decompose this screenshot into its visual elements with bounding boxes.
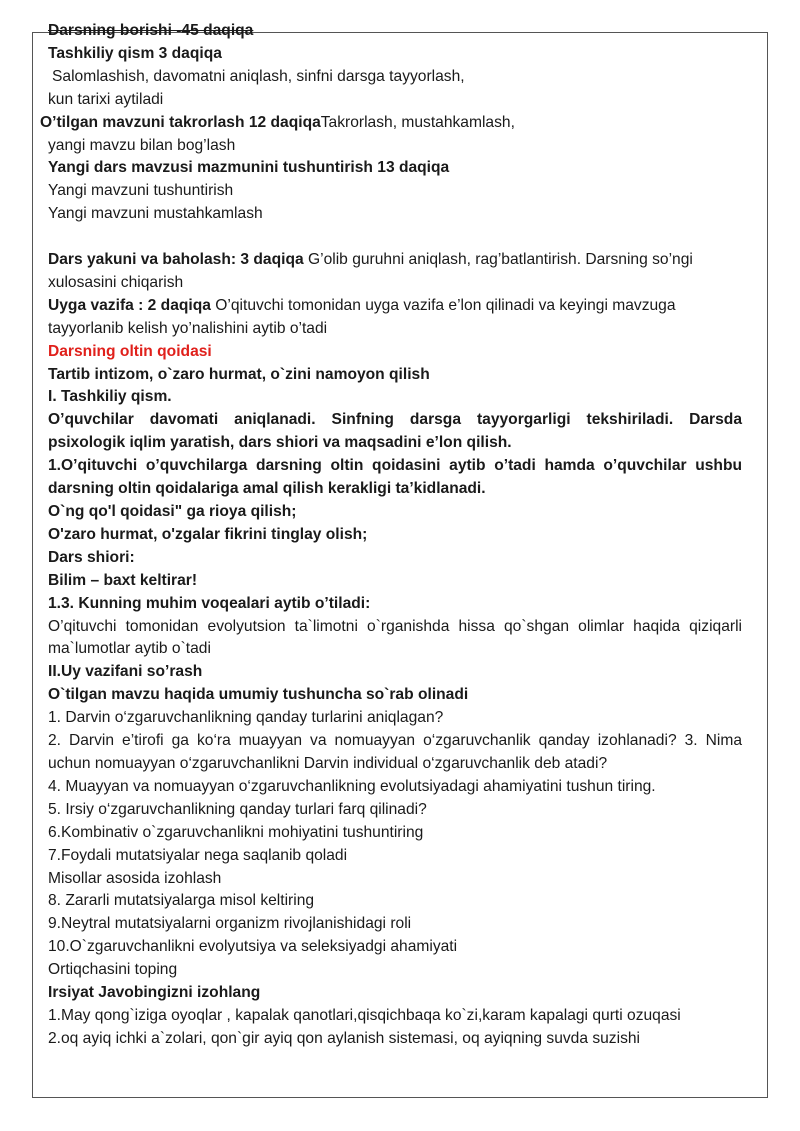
- question-7: 7.Foydali mutatsiyalar nega saqlanib qoladi: [48, 846, 348, 864]
- scientists-paragraph: O’qituvchi tomonidan evolyutsion ta`limotni o`rganishda hissa qo`shgan olimlar haqida qiziqarli ma`lumotlar aytib o`tadi: [48, 617, 742, 658]
- question-9: 9.Neytral mutatsiyalarni organizm rivojlanishidagi roli: [48, 915, 412, 933]
- explain-line: Yangi mavzuni tushuntirish: [48, 182, 234, 200]
- question-10: 10.O`zgaruvchanlikni evolyutsiya va seleksiyadgi ahamiyati: [48, 938, 458, 956]
- odd-one-out-heading: Ortiqchasini toping: [48, 961, 178, 979]
- motto-label: Dars shiori:: [48, 548, 135, 566]
- events-heading: 1.3. Kunning muhim voqealari aytib o’tiladi:: [48, 594, 371, 612]
- org-part-heading: I. Tashkiliy qism.: [48, 388, 172, 406]
- summary-text: G’olib guruhni aniqlash, rag’batlantirish. Darsning so’ngi xulosasini chiqarish: [48, 251, 693, 291]
- question-7-note: Misollar asosida izohlash: [48, 869, 222, 887]
- history-line: kun tarixi aytiladi: [48, 90, 164, 108]
- homework-paragraph: [48, 295, 742, 341]
- spacer: [48, 226, 742, 249]
- greeting-line: Salomlashish, davomatni aniqlash, sinfni darsga tayyorlash,: [52, 67, 465, 85]
- answer-1: 1.May qong`iziga oyoqlar , kapalak qanotlari,qisqichbaqa ko`zi,karam kapalagi qurti ozuqasi: [48, 1006, 681, 1024]
- summary-label: Dars yakuni va baholash: 3 daqiqa: [48, 251, 304, 269]
- question-5: 5. Irsiy o‘zgaruvchanlikning qanday turlari farq qilinadi?: [48, 800, 427, 818]
- document-body: [40, 20, 742, 1051]
- heredity-heading: Irsiyat Javobingizni izohlang: [48, 984, 261, 1002]
- review-label: O’tilgan mavzuni takrorlash 12 daqiqa: [40, 113, 321, 131]
- discipline-line: Tartib intizom, o`zaro hurmat, o`zini namoyon qilish: [48, 365, 430, 383]
- attendance-paragraph: O’quvchilar davomati aniqlanadi. Sinfning darsga tayyorgarligi tekshiriladi. Darsda psixologik iqlim yaratish, dars shiori va maqsadini e’lon qilish.: [48, 411, 742, 452]
- link-line: yangi mavzu bilan bog’lash: [48, 136, 236, 154]
- org-part-line: Tashkiliy qism 3 daqiqa: [48, 44, 222, 62]
- homework-text: O’qituvchi tomonidan uyga vazifa e’lon qilinadi va keyingi mavzuga tayyorlanib kelish yo’nalishini aytib o’tadi: [48, 296, 676, 337]
- summary-paragraph: [48, 249, 742, 295]
- question-2-3: 2. Darvin e’tirofi ga ko‘ra muayyan va nomuayyan o‘zgaruvchanlik qanday izohlanadi? 3. Nima uchun nomuayyan o‘zgaruvchanlikni Darvin individual o‘zgaruvchanlik deb atadi?: [48, 732, 742, 772]
- reinforce-line: Yangi mavzuni mustahkamlash: [48, 205, 263, 223]
- homework-label: Uyga vazifa : 2 daqiqa: [48, 296, 211, 314]
- new-topic-line: Yangi dars mavzusi mazmunini tushuntirish 13 daqiqa: [48, 159, 450, 177]
- review-text: Takrorlash, mustahkamlash,: [320, 113, 515, 131]
- question-4: 4. Muayyan va nomuayyan o‘zgaruvchanlikning evolutsiyadagi ahamiyatini tushun tiring.: [48, 777, 656, 795]
- question-1: 1. Darvin o‘zgaruvchanlikning qanday turlarini aniqlagan?: [48, 709, 444, 727]
- golden-rule-title: Darsning oltin qoidasi: [48, 342, 212, 360]
- motto-text: Bilim – baxt keltirar!: [48, 571, 198, 589]
- review-line: [40, 112, 742, 135]
- question-6: 6.Kombinativ o`zgaruvchanlikni mohiyatini tushuntiring: [48, 823, 424, 841]
- answer-2: 2.oq ayiq ichki a`zolari, qon`gir ayiq qon aylanish sistemasi, oq ayiqning suvda suzishi: [48, 1029, 641, 1047]
- right-hand-rule-line: O`ng qo'l qoidasi" ga rioya qilish;: [48, 503, 297, 521]
- question-8: 8. Zararli mutatsiyalarga misol keltiring: [48, 892, 315, 910]
- teacher-rule-paragraph: 1.O’qituvchi o’quvchilarga darsning oltin qoidasini aytib o’tadi hamda o’quvchilar ushbu darsning oltin qoidalariga amal qilish kerakligi ta’kidlanadi.: [48, 457, 742, 498]
- homework-check-heading: II.Uy vazifani so’rash: [48, 663, 203, 681]
- respect-line: O'zaro hurmat, o'zgalar fikrini tinglay olish;: [48, 525, 368, 543]
- general-concept-line: O`tilgan mavzu haqida umumiy tushuncha so`rab olinadi: [48, 686, 469, 704]
- lesson-heading: Darsning borishi -45 daqiqa: [48, 22, 254, 39]
